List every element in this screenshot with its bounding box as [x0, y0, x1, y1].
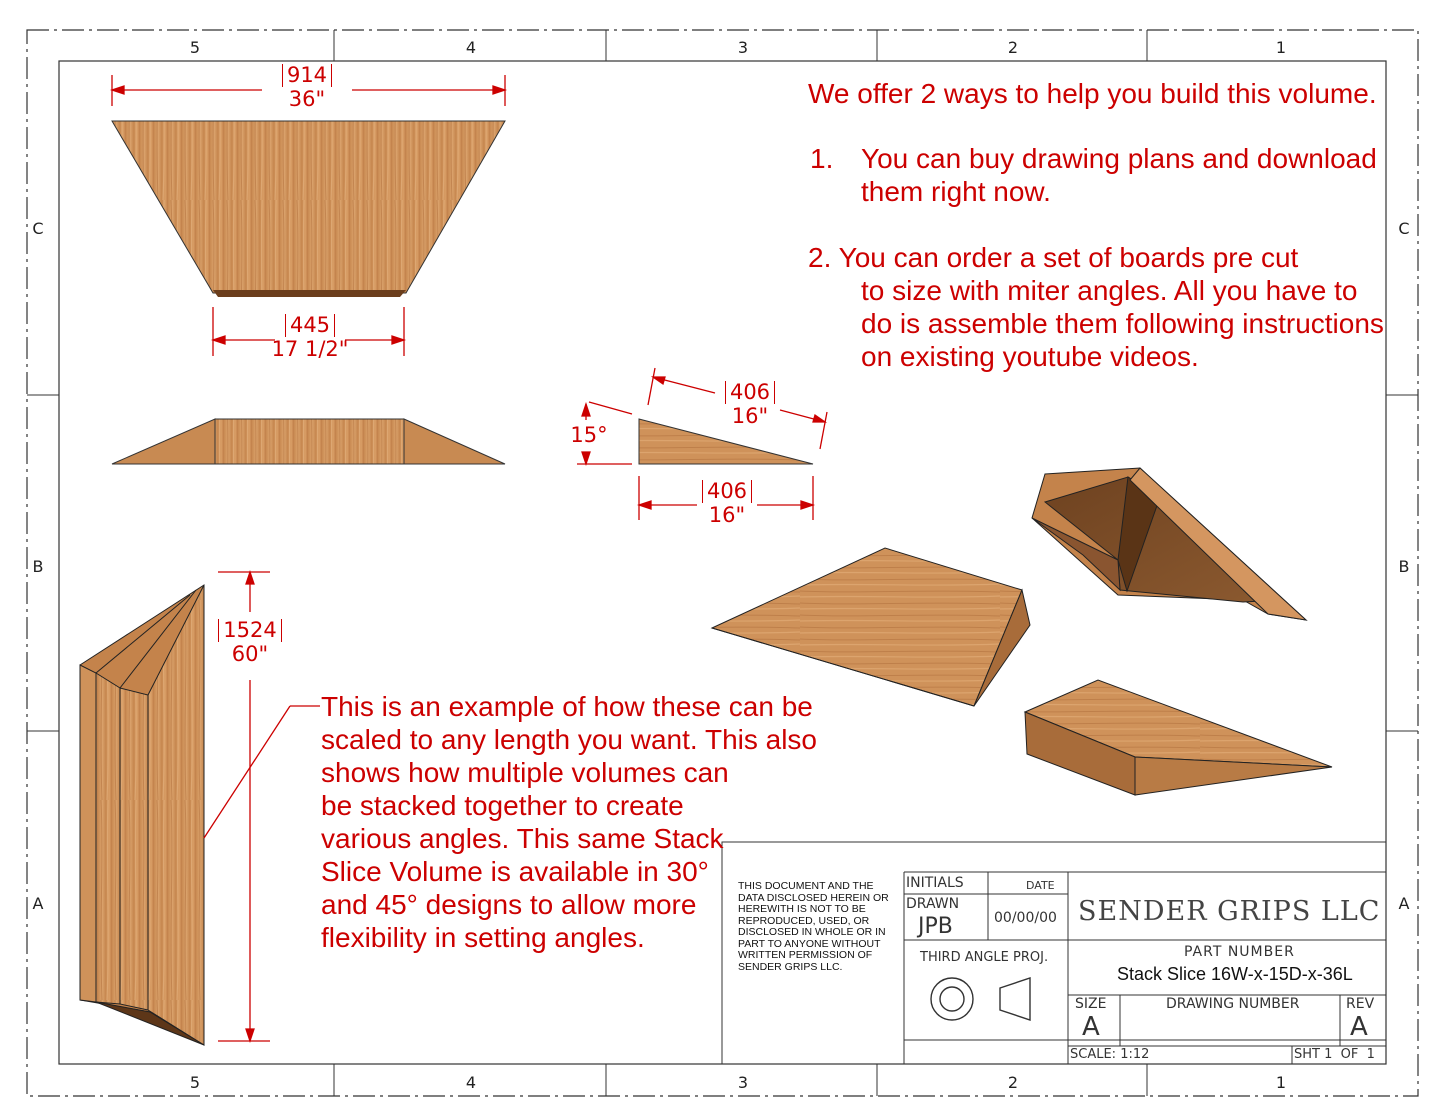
- initials-label: INITIALS: [906, 875, 964, 891]
- option2-line3: do is assemble them following instructions: [861, 308, 1384, 339]
- drawn-label: DRAWN: [906, 896, 960, 912]
- rev-label: REV: [1346, 996, 1375, 1012]
- part-number-label: PART NUMBER: [1184, 944, 1295, 960]
- zone-label-row-a-left: A: [32, 894, 44, 913]
- company-name: SENDER GRIPS LLC: [1078, 896, 1381, 927]
- option1-line1: You can buy drawing plans and download: [861, 143, 1377, 174]
- example-line: various angles. This same Stack: [321, 823, 724, 854]
- dim-stack-length: [204, 619, 296, 665]
- rev-value: A: [1350, 1012, 1368, 1042]
- dim-bottom-width: [260, 314, 360, 360]
- example-line: and 45° designs to allow more: [321, 889, 697, 920]
- example-line: shows how multiple volumes can: [321, 757, 729, 788]
- example-line: scaled to any length you want. This also: [321, 724, 818, 755]
- projection-label: THIRD ANGLE PROJ.: [920, 950, 1049, 965]
- dim-stack-length-in: 60": [231, 642, 269, 666]
- third-angle-projection-icon: [931, 978, 1030, 1020]
- dim-bottom-width-mm: 445: [285, 314, 335, 337]
- option2-line2: to size with miter angles. All you have to: [861, 275, 1358, 306]
- zone-label-row-c-right: C: [1398, 219, 1410, 238]
- disclaimer: THIS DOCUMENT AND THE DATA DISCLOSED HEREIN OR HEREWITH IS NOT TO BE REPRODUCED, USED, OR DISCLOSED IN WHOLE OR IN PART TO ANYONE WITHOUT WRITTEN PERMISSION OF SENDER GRIPS LLC.: [738, 880, 889, 973]
- front-view: [112, 419, 505, 464]
- iso-wedge-hollow: [1032, 468, 1306, 620]
- dim-base-length-mm: 406: [702, 480, 752, 503]
- dim-angle: 15°: [570, 423, 608, 447]
- example-line: Slice Volume is available in 30°: [321, 856, 709, 887]
- zone-label-col-2-bottom: 2: [1007, 1073, 1019, 1092]
- dim-bottom-width-in: 17 1/2": [271, 337, 349, 361]
- drawing-number-label: DRAWING NUMBER: [1166, 996, 1300, 1012]
- iso-wedge-flat: [712, 548, 1030, 706]
- zone-label-col-3-bottom: 3: [737, 1073, 749, 1092]
- example-line: flexibility in setting angles.: [321, 922, 645, 953]
- dim-stack-length-mm: 1524: [218, 619, 281, 642]
- size-value: A: [1082, 1012, 1100, 1042]
- zone-label-col-5-top: 5: [189, 38, 201, 57]
- zone-label-row-a-right: A: [1398, 894, 1410, 913]
- option2-line1: 2. You can order a set of boards pre cut: [808, 242, 1299, 273]
- option2-line4: on existing youtube videos.: [861, 341, 1199, 372]
- dim-top-width: [262, 64, 352, 110]
- zone-label-row-b-left: B: [32, 557, 44, 576]
- zone-label-col-1-bottom: 1: [1275, 1073, 1287, 1092]
- zone-label-col-4-bottom: 4: [465, 1073, 477, 1092]
- example-line: be stacked together to create: [321, 790, 684, 821]
- dim-base-length-in: 16": [708, 503, 746, 527]
- zone-label-row-b-right: B: [1398, 557, 1410, 576]
- date-label: DATE: [1026, 879, 1055, 892]
- date-value: 00/00/00: [994, 910, 1057, 926]
- dim-base-length: [682, 480, 772, 526]
- size-label: SIZE: [1075, 996, 1107, 1012]
- offer-title: We offer 2 ways to help you build this volume.: [808, 78, 1377, 109]
- stacked-volume: [80, 585, 204, 1045]
- dim-slope-length: [705, 381, 795, 427]
- zone-label-col-4-top: 4: [465, 38, 477, 57]
- dim-top-width-in: 36": [288, 87, 326, 111]
- option1-line2: them right now.: [861, 176, 1051, 207]
- zone-label-col-2-top: 2: [1007, 38, 1019, 57]
- dim-slope-length-mm: 406: [725, 381, 775, 404]
- zone-label-col-5-bottom: 5: [189, 1073, 201, 1092]
- iso-wedge-small: [1025, 680, 1332, 795]
- zone-label-col-3-top: 3: [737, 38, 749, 57]
- dim-slope-length-in: 16": [731, 404, 769, 428]
- top-view-trapezoid: [112, 121, 505, 297]
- part-number: Stack Slice 16W-x-15D-x-36L: [1117, 964, 1353, 984]
- sheet-number: SHT 1 OF 1: [1294, 1047, 1375, 1062]
- option1-number: 1.: [810, 143, 834, 174]
- zone-label-row-c-left: C: [32, 219, 44, 238]
- drawn-value: JPB: [918, 914, 953, 939]
- example-line: This is an example of how these can be: [321, 691, 813, 722]
- dim-top-width-mm: 914: [282, 64, 332, 87]
- zone-label-col-1-top: 1: [1275, 38, 1287, 57]
- scale: SCALE: 1:12: [1070, 1047, 1150, 1062]
